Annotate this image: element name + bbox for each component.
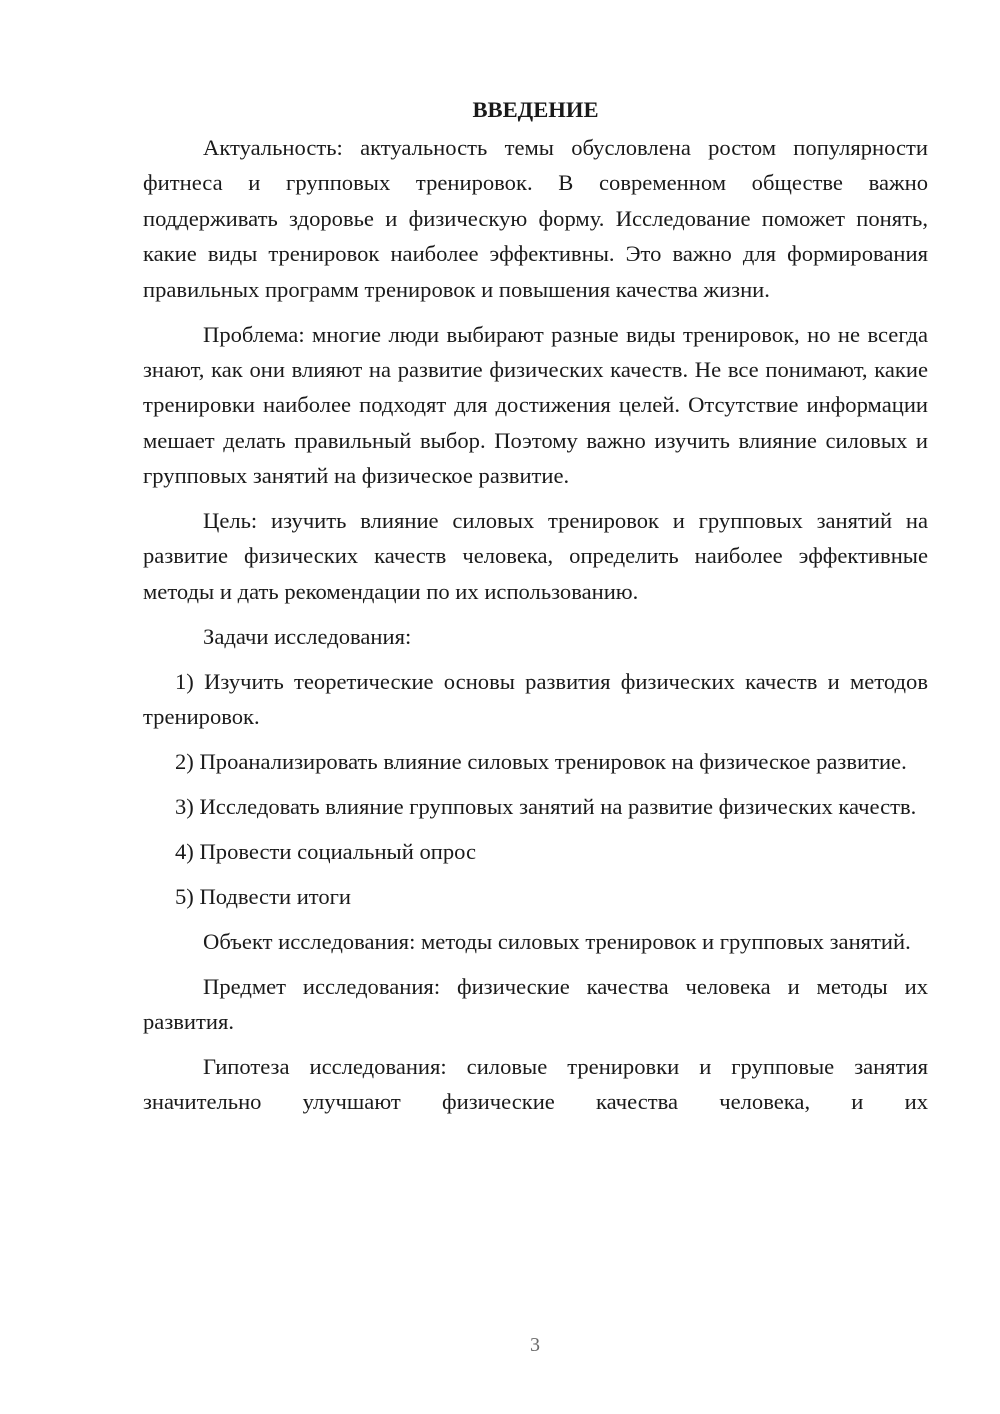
task-item-1: 1) Изучить теоретические основы развития физических качеств и методов тренировок. (143, 668, 928, 730)
task-item-2: 2) Проанализировать влияние силовых тренировок на физическое развитие. (175, 749, 907, 774)
paragraph-hypothesis: Гипотеза исследования: силовые тренировки и групповые занятия значительно улучшают физические качества человека, и их (143, 1053, 928, 1115)
paragraph-problem: Проблема: многие люди выбирают разные виды тренировок, но не всегда знают, как они влияют на развитие физических качеств. Не все понимают, какие тренировки наиболее подходят для достижения целей. Отсутствие информации мешает делать правильный выбор. Поэтому важно изучить влияние силовых и групповых занятий на физическое развитие. (143, 321, 928, 489)
paragraph-relevance: Актуальность: актуальность темы обусловлена ростом популярности фитнеса и групповых тренировок. В современном обществе важно поддерживать здоровье и физическую форму. Исследование поможет понять, какие виды тренировок наиболее эффективны. Это важно для формирования правильных программ тренировок и повышения качества жизни. (143, 135, 928, 302)
paragraph-tasks-heading: Задачи исследования: (203, 623, 412, 649)
task-item-5: 5) Подвести итоги (175, 883, 352, 909)
task-item-3: 3) Исследовать влияние групповых занятий на развитие физических качеств. (175, 793, 917, 819)
document-body (143, 92, 928, 1129)
section-title: ВВЕДЕНИЕ (472, 97, 599, 122)
task-item-4: 4) Провести социальный опрос (175, 838, 477, 864)
paragraph-object: Объект исследования: методы силовых тренировок и групповых занятий. (203, 928, 911, 954)
paragraph-subject: Предмет исследования: физические качества человека и методы их развития. (143, 973, 928, 1034)
page-number: 3 (530, 1334, 540, 1356)
paragraph-goal: Цель: изучить влияние силовых тренировок и групповых занятий на развитие физических качеств человека, определить наиболее эффективные методы и дать рекомендации по их использованию. (143, 508, 928, 604)
